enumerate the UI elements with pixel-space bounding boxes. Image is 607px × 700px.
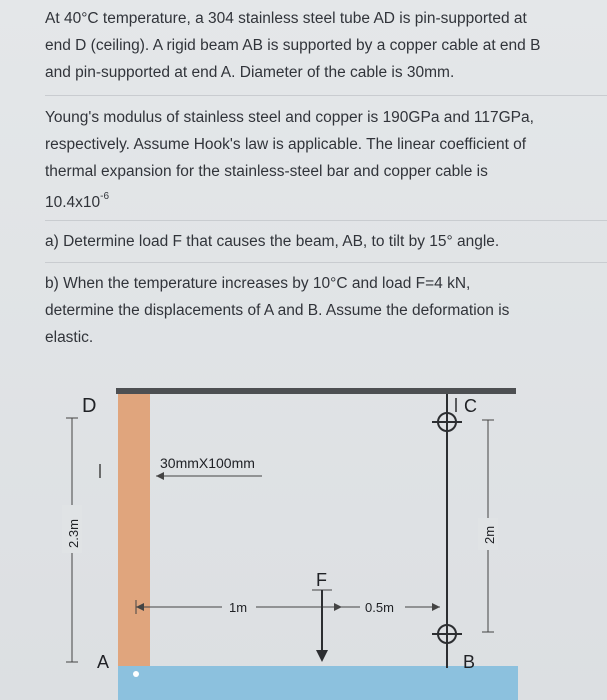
dim-05m-label: 0.5m [365, 600, 394, 615]
steel-tube [118, 394, 150, 668]
label-f: F [316, 570, 327, 590]
text-line: a) Determine load F that causes the beam, AB, to tilt by 15° angle. [45, 233, 500, 250]
thermal-coefficient [45, 185, 607, 216]
text-line: end D (ceiling). A rigid beam AB is supported by a copper cable at end B [45, 37, 541, 54]
text-line: respectively. Assume Hook's law is applicable. The linear coefficient of [45, 136, 527, 153]
text-line: determine the displacements of A and B. Assume the deformation is [45, 302, 510, 319]
label-c: C [464, 396, 477, 416]
ceiling [116, 388, 516, 394]
dim-05m-arrow-left [334, 603, 342, 611]
dim-1m-label: 1m [229, 600, 248, 615]
dim-05m-arrow-right [432, 603, 440, 611]
material-properties [45, 104, 607, 216]
section-label: 30mmX100mm [160, 455, 255, 471]
label-d: D [82, 395, 97, 417]
question-b [45, 270, 607, 351]
pin-a [133, 671, 139, 677]
text-line: Young's modulus of stainless steel and copper is 190GPa and 117GPa, [45, 109, 534, 126]
text-line: and pin-supported at end A. Diameter of the cable is 30mm. [45, 64, 455, 81]
text-line: thermal expansion for the stainless-steel bar and copper cable is [45, 163, 488, 180]
coefficient-exponent: -6 [100, 191, 110, 202]
structure-figure [0, 355, 607, 700]
text-line: b) When the temperature increases by 10°C and load F=4 kN, [45, 275, 471, 292]
text-line: At 40°C temperature, a 304 stainless steel tube AD is pin-supported at [45, 10, 527, 27]
dim-left-label: 2.3m [66, 519, 81, 548]
text-line: elastic. [45, 329, 94, 346]
problem-intro [45, 5, 607, 86]
rigid-beam [118, 666, 518, 700]
question-a [45, 228, 607, 255]
load-f-arrowhead [316, 650, 328, 662]
section-arrow [156, 472, 164, 480]
divider [45, 262, 607, 263]
divider [45, 220, 607, 221]
label-a: A [97, 652, 110, 672]
dim-right-label: 2m [482, 525, 497, 544]
divider [45, 95, 607, 96]
coefficient-base: 10.4x10 [45, 194, 101, 212]
label-b: B [463, 652, 476, 672]
